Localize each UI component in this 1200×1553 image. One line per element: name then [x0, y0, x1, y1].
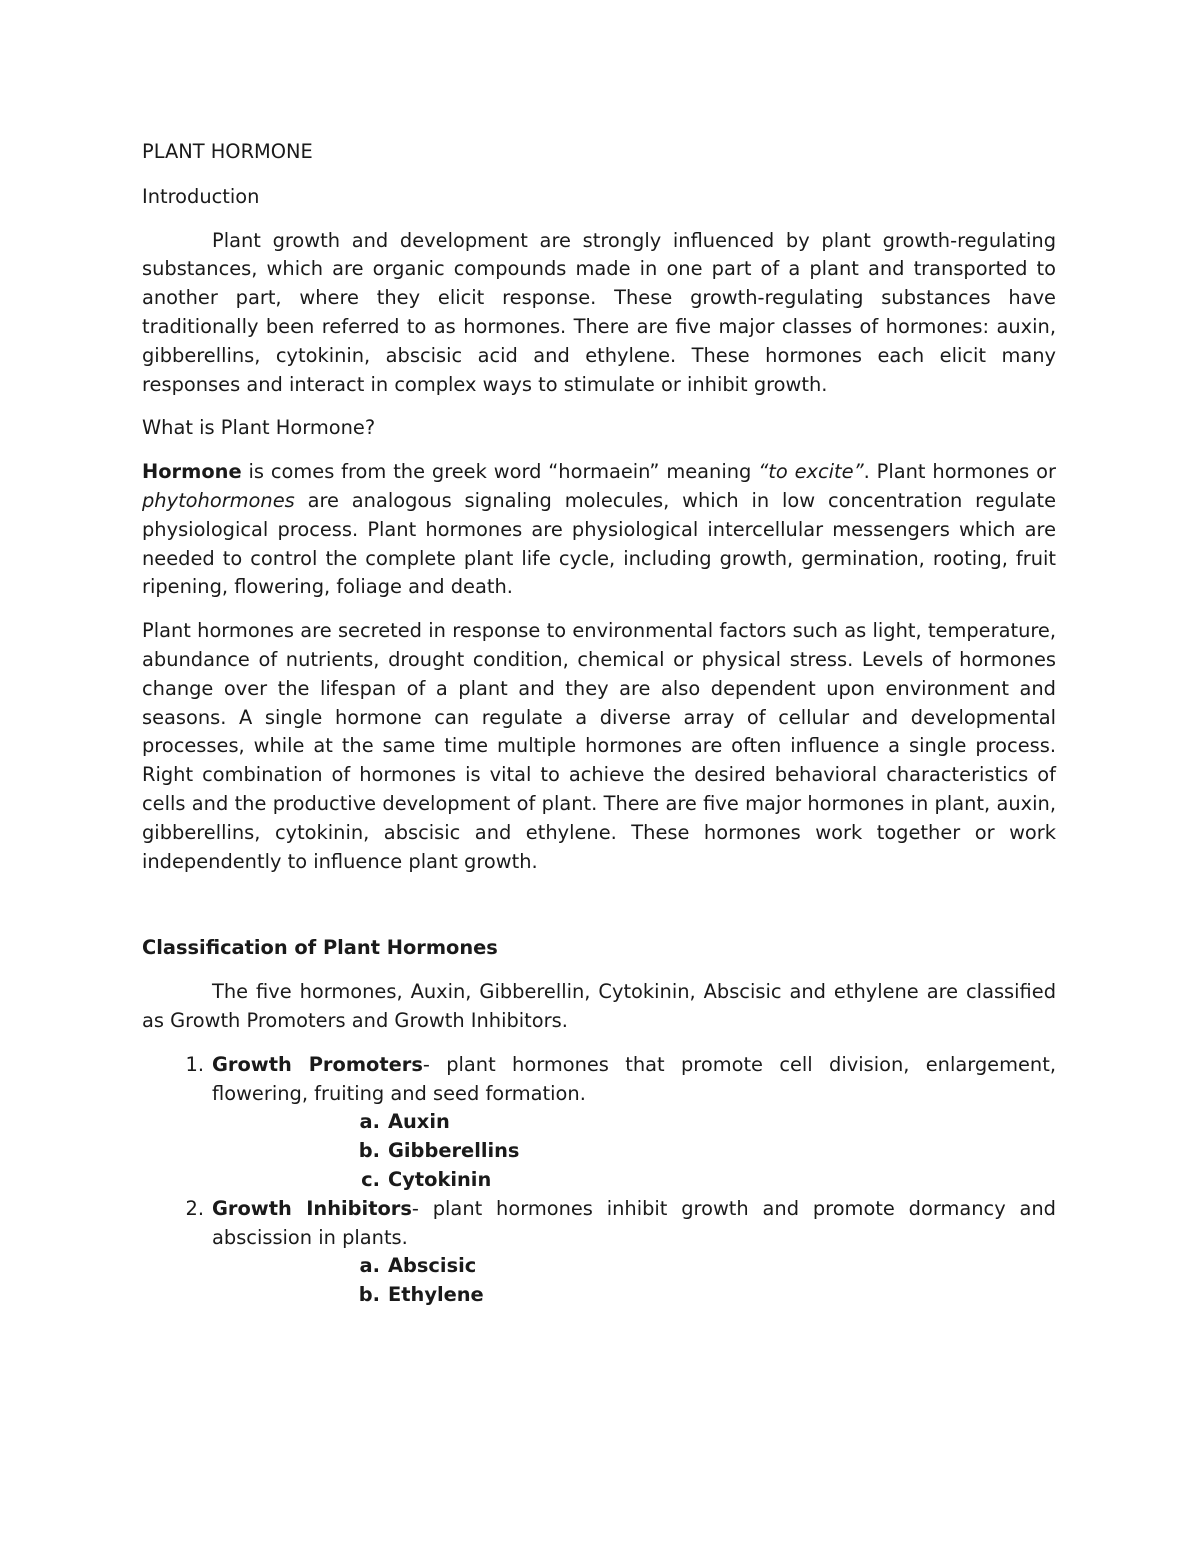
- document-page: [142, 138, 1056, 1310]
- hormone-name: Gibberellins: [388, 1139, 520, 1163]
- definition-text-1: is comes from the greek word “hormaein” meaning: [241, 460, 759, 484]
- definition-alt-term: phytohormones: [142, 488, 295, 512]
- definition-paragraph: [142, 458, 1056, 602]
- list-item-text: [212, 1051, 1056, 1109]
- group-description: - plant hormones inhibit growth and promote dormancy and abscission in plants.: [212, 1196, 1056, 1249]
- environment-paragraph: Plant hormones are secreted in response to environmental factors such as light, temperature, abundance of nutrients, drought condition, chemical or physical stress. Levels of hormones change over the lifespan of a plant and they are also dependent upon environment and seasons. A single hormone can regulate a diverse array of cellular and developmental processes, while at the same time multiple hormones are often influence a single process. Right combination of hormones is vital to achieve the desired behavioral characteristics of cells and the productive development of plant. There are five major hormones in plant, auxin, gibberellins, cytokinin, abscisic and ethylene. These hormones work together or work independently to influence plant growth.: [142, 619, 1056, 873]
- sub-list-letter: b.: [358, 1139, 380, 1163]
- hormone-name: Auxin: [388, 1110, 450, 1134]
- definition-meaning: “to excite”: [758, 460, 864, 484]
- intro-paragraph: Plant growth and development are strongly influenced by plant growth-regulating substances, which are organic compounds made in one part of a plant and transported to another part, where they elicit response. These growth-regulating substances have traditionally been referred to as hormones. There are five major classes of hormones: auxin, gibberellins, cytokinin, abscisic acid and ethylene. These hormones each elicit many responses and interact in complex ways to stimulate or inhibit growth.: [142, 228, 1056, 396]
- hormone-name: Cytokinin: [388, 1167, 492, 1191]
- what-is-heading: What is Plant Hormone?: [142, 416, 376, 440]
- classification-intro: The five hormones, Auxin, Gibberellin, Cytokinin, Abscisic and ethylene are classified as Growth Promoters and Growth Inhibitors.: [142, 980, 1056, 1032]
- list-number: 2.: [185, 1196, 204, 1220]
- hormone-name: Abscisic: [388, 1254, 477, 1278]
- sub-list-item: [352, 1166, 1056, 1195]
- document-title: PLANT HORMONE: [142, 140, 313, 163]
- sub-list-item: [352, 1281, 1056, 1310]
- sub-list-letter: a.: [359, 1110, 380, 1134]
- hormone-name: Ethylene: [388, 1283, 484, 1307]
- sub-list-letter: c.: [361, 1167, 380, 1191]
- definition-text-3: are analogous signaling molecules, which in low concentration regulate physiological process. Plant hormones are physiological intercellular messengers which are needed to control the complete plant life cycle, including growth, germination, rooting, fruit ripening, flowering, foliage and death.: [142, 488, 1056, 599]
- list-item-text: [212, 1195, 1056, 1253]
- intro-heading: Introduction: [142, 184, 260, 208]
- list-item-growth-inhibitors: [142, 1195, 1056, 1253]
- group-name: Growth Inhibitors: [212, 1196, 412, 1220]
- group-description: - plant hormones that promote cell division, enlargement, flowering, fruiting and seed formation.: [212, 1052, 1056, 1105]
- group-name: Growth Promoters: [212, 1052, 423, 1076]
- sub-list-letter: b.: [358, 1283, 380, 1307]
- definition-term: Hormone: [142, 460, 242, 484]
- classification-heading: Classification of Plant Hormones: [142, 936, 498, 960]
- hormone-groups-list: [142, 1051, 1056, 1310]
- sub-list-item: [352, 1108, 1056, 1137]
- list-item-growth-promoters: [142, 1051, 1056, 1109]
- list-number: 1.: [185, 1052, 204, 1076]
- sub-list-item: [352, 1137, 1056, 1166]
- sub-list-letter: a.: [359, 1254, 380, 1278]
- definition-text-2: . Plant hormones or: [863, 460, 1056, 484]
- sub-list-item: [352, 1252, 1056, 1281]
